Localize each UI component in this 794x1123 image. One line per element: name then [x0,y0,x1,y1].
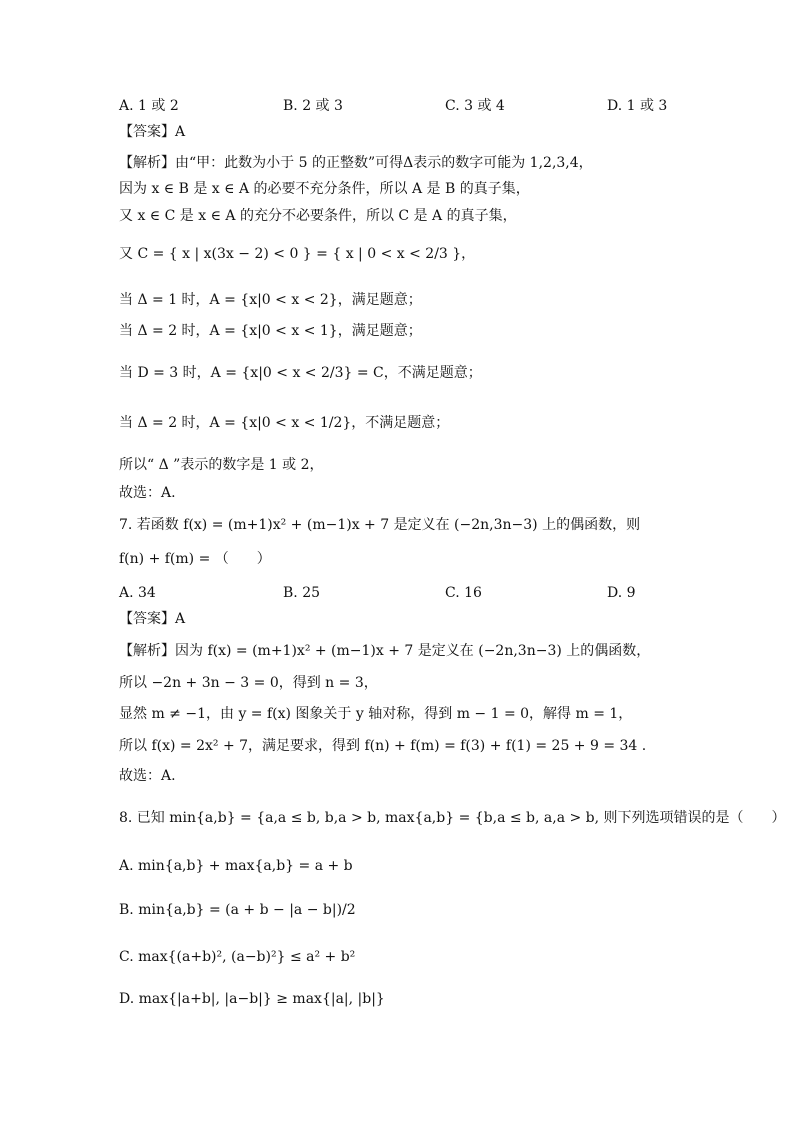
q6-analysis-line: 又 C = { x | x(3x − 2) < 0 } = { x | 0 < x < 2/3 }， [119,246,476,262]
q6-analysis-line: 当 D = 3 时，A = {x|0 < x < 2/3} = C，不满足题意； [119,365,482,381]
q7-stem-continued: f(n) + f(m) = （ ） [119,551,271,567]
q6-analysis-line: 因为 x ∈ B 是 x ∈ A 的必要不充分条件，所以 A 是 B 的真子集， [119,181,530,197]
q8-option-a: A. min{a,b} + max{a,b} = a + b [119,858,353,874]
q6-option-a: A. 1 或 2 [119,98,179,114]
q6-option-b: B. 2 或 3 [283,98,343,114]
q6-option-c: C. 3 或 4 [445,98,505,114]
q6-analysis-line: 所以“ Δ ”表示的数字是 1 或 2， [119,457,324,473]
q6-analysis-line: 当 Δ = 2 时，A = {x|0 < x < 1/2}，不满足题意； [119,415,450,431]
q7-stem: 7. 若函数 f(x) = (m+1)x² + (m−1)x + 7 是定义在 (−2n,3n−3) 上的偶函数，则 [119,517,641,533]
q6-answer: 【答案】A [119,124,186,140]
q6-analysis-line: 【解析】由“甲：此数为小于 5 的正整数”可得Δ表示的数字可能为 1,2,3,4， [119,155,593,171]
q6-choice: 故选：A. [119,485,176,501]
q7-option-a: A. 34 [119,585,156,601]
q6-analysis-line: 当 Δ = 2 时，A = {x|0 < x < 1}，满足题意； [119,323,422,339]
q7-option-b: B. 25 [283,585,321,601]
q8-option-b: B. min{a,b} = (a + b − |a − b|)/2 [119,902,356,918]
q7-option-c: C. 16 [445,585,482,601]
q7-analysis-line: 【解析】因为 f(x) = (m+1)x² + (m−1)x + 7 是定义在 (−2n,3n−3) 上的偶函数， [119,643,651,659]
q8-option-c: C. max{(a+b)², (a−b)²} ≤ a² + b² [119,949,356,965]
q7-answer: 【答案】A [119,611,186,627]
q7-analysis-line: 所以 −2n + 3n − 3 = 0，得到 n = 3， [119,675,378,691]
q7-choice: 故选：A. [119,768,176,784]
q6-option-d: D. 1 或 3 [607,98,668,114]
q7-analysis-line: 显然 m ≠ −1，由 y = f(x) 图象关于 y 轴对称，得到 m − 1 = 0，解得 m = 1， [119,706,633,722]
q8-option-d: D. max{|a+b|, |a−b|} ≥ max{|a|, |b|} [119,991,385,1007]
q8-stem: 8. 已知 min{a,b} = {a,a ≤ b, b,a > b, max{a,b} = {b,a ≤ b, a,a > b, 则下列选项错误的是（ ） [119,810,786,826]
q7-analysis-line: 所以 f(x) = 2x² + 7，满足要求，得到 f(n) + f(m) = f(3) + f(1) = 25 + 9 = 34 . [119,738,647,754]
q6-analysis-line: 又 x ∈ C 是 x ∈ A 的充分不必要条件，所以 C 是 A 的真子集， [119,208,517,224]
q6-analysis-line: 当 Δ = 1 时，A = {x|0 < x < 2}，满足题意； [119,292,422,308]
q7-option-d: D. 9 [607,585,636,601]
